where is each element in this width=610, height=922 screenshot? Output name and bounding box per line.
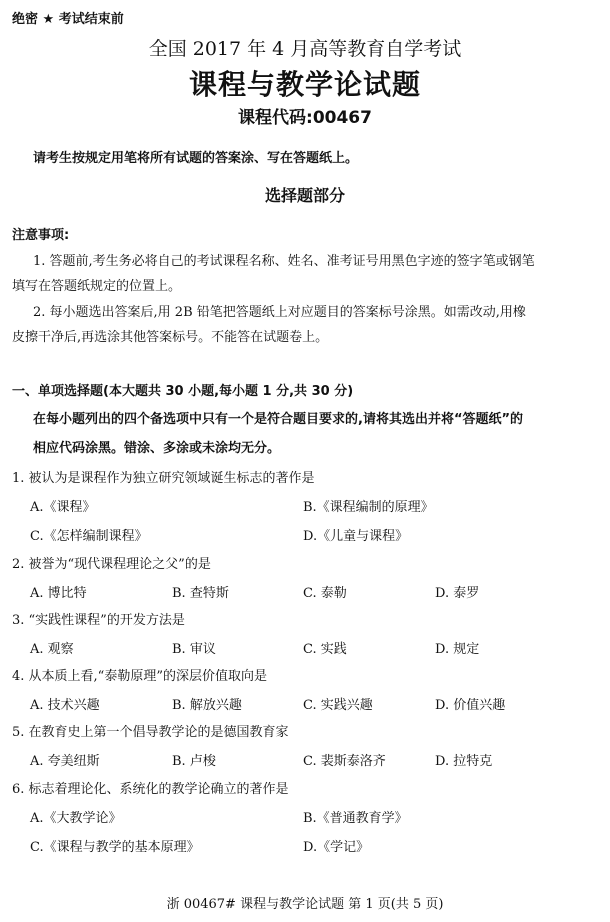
option-c: C. 裴斯泰洛齐 [303,754,386,769]
note-1-line-1: 1. 答题前,考生务必将自己的考试课程名称、姓名、准考证号用黑色字迹的签字笔或钢笔 [33,254,535,269]
option-d: D. 拉特克 [435,754,493,769]
option-a: A.《大教学论》 [30,811,122,826]
question-stem: 5. 在教育史上第一个倡导教学论的是德国教育家 [12,725,289,740]
option-b: B.《普通教育学》 [303,811,408,826]
section-note-line-1: 在每小题列出的四个备选项中只有一个是符合题目要求的,请将其选出并将“答题纸”的 [33,412,524,427]
section-title: 一、单项选择题(本大题共 30 小题,每小题 1 分,共 30 分) [12,384,354,399]
option-c: C. 实践 [303,642,347,657]
part-title: 选择题部分 [264,186,345,205]
question-stem: 2. 被誉为“现代课程理论之父”的是 [12,557,211,572]
option-c: C.《怎样编制课程》 [30,529,148,544]
option-c: C.《课程与教学的基本原理》 [30,840,200,855]
option-d: D.《儿童与课程》 [303,529,409,544]
option-a: A. 夸美纽斯 [30,754,100,769]
option-b: B. 解放兴趣 [172,698,242,713]
note-2-line-2: 皮擦干净后,再选涂其他答案标号。不能答在试题卷上。 [12,330,329,345]
page-footer: 浙 00467# 课程与教学论试题 第 1 页(共 5 页) [166,897,444,912]
subject-title: 课程与教学论试题 [188,68,421,101]
option-a: A. 博比特 [30,586,87,601]
question-stem: 1. 被认为是课程作为独立研究领域诞生标志的著作是 [12,471,315,486]
option-d: D. 规定 [435,642,480,657]
option-b: B. 查特斯 [172,586,229,601]
option-b: B.《课程编制的原理》 [303,500,434,515]
option-a: A.《课程》 [30,500,96,515]
note-2-line-1: 2. 每小题选出答案后,用 2B 铅笔把答题纸上对应题目的答案标号涂黑。如需改动,用橡 [33,305,526,320]
question-stem: 3. “实践性课程”的开发方法是 [12,613,185,628]
course-code: 课程代码:00467 [238,108,372,128]
option-b: B. 审议 [172,642,216,657]
option-b: B. 卢梭 [172,754,216,769]
question-stem: 4. 从本质上看,“泰勒原理”的深层价值取向是 [12,669,267,684]
option-c: C. 泰勒 [303,586,347,601]
confidential-label: 绝密 ★ 考试结束前 [12,12,124,27]
general-instruction: 请考生按规定用笔将所有试题的答案涂、写在答题纸上。 [33,151,359,166]
option-a: A. 技术兴趣 [30,698,100,713]
option-d: D. 泰罗 [435,586,480,601]
exam-title: 全国 2017 年 4 月高等教育自学考试 [148,38,462,60]
option-a: A. 观察 [30,642,74,657]
question-stem: 6. 标志着理论化、系统化的教学论确立的著作是 [12,782,289,797]
notes-heading: 注意事项: [12,228,70,243]
section-note-line-2: 相应代码涂黑。错涂、多涂或未涂均无分。 [33,441,281,456]
option-c: C. 实践兴趣 [303,698,373,713]
option-d: D.《学记》 [303,840,370,855]
option-d: D. 价值兴趣 [435,698,506,713]
note-1-line-2: 填写在答题纸规定的位置上。 [12,279,182,294]
